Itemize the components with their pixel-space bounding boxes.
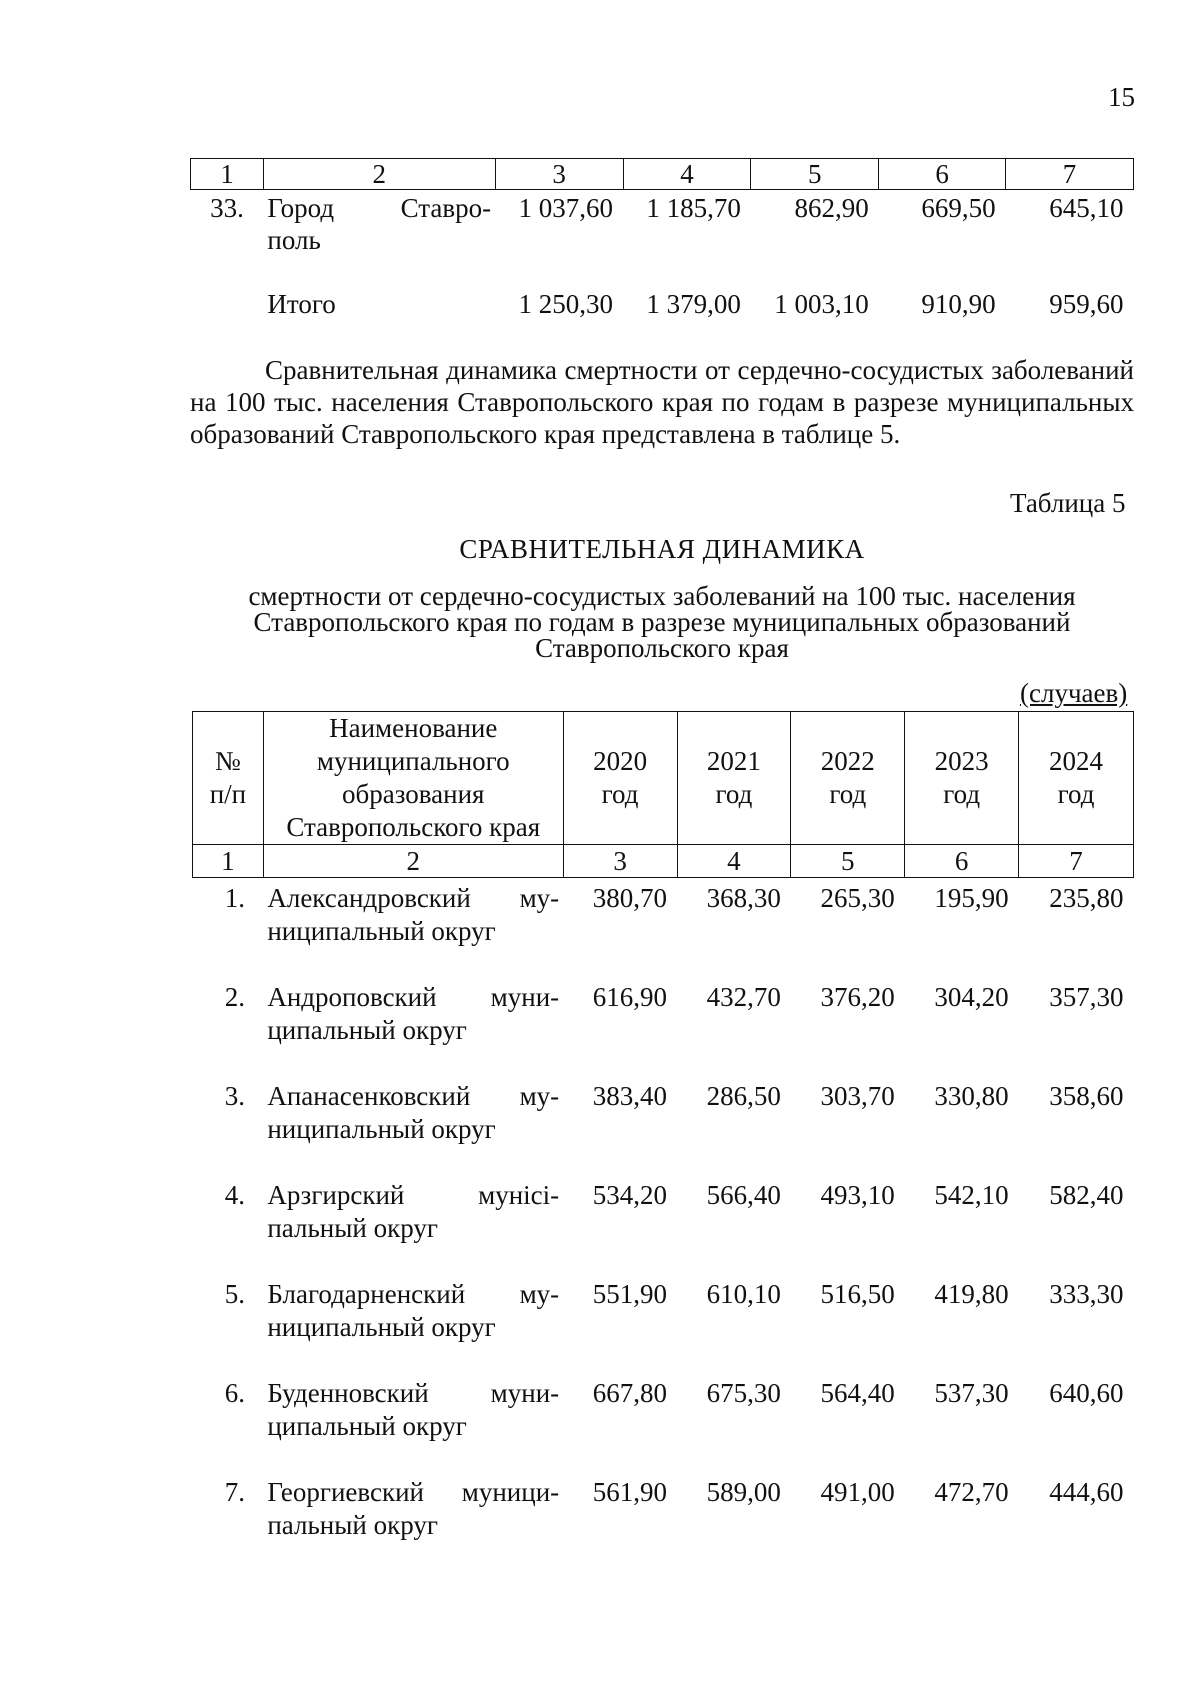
row-index: 2. [224, 982, 246, 1012]
column-number: 6 [879, 159, 1006, 190]
value-cell: 472,70 [934, 1477, 1009, 1507]
value-cell: 582,40 [1049, 1180, 1124, 1210]
municipality-name [263, 1373, 563, 1472]
value-cell: 265,30 [820, 883, 895, 913]
column-number: 1 [193, 845, 264, 878]
header-year [905, 712, 1019, 845]
value-cell: 862,90 [794, 193, 869, 223]
header-row [193, 712, 1134, 845]
column-number: 3 [495, 159, 623, 190]
municipality-name-part: муни- [490, 982, 560, 1012]
column-number: 2 [263, 845, 563, 878]
municipality-name [263, 878, 563, 978]
table-title: СРАВНИТЕЛЬНАЯ ДИНАМИКА [459, 534, 865, 564]
total-value: 1 003,10 [774, 289, 869, 319]
header-year-unit: год [1057, 779, 1095, 809]
municipality-name [263, 1274, 563, 1373]
value-cell: 551,90 [592, 1279, 667, 1309]
column-numbers-row [193, 845, 1134, 878]
value-cell: 376,20 [820, 982, 895, 1012]
municipality-name [263, 1076, 563, 1175]
municipality-name-part: ципальный округ [267, 1015, 467, 1045]
column-number: 4 [677, 845, 791, 878]
row-index: 1. [224, 883, 246, 913]
row-index: 5. [224, 1279, 246, 1309]
column-number: 1 [191, 159, 264, 190]
table-row [193, 1373, 1134, 1472]
body-paragraph: Сравнительная динамика смертности от сердечно-сосудистых заболеваний на 100 тыс. населения Ставропольского края по годам в разрезе муниципальных образований Ставропольского края представлена в таблице 5. [190, 355, 1134, 449]
header-text: муниципального [316, 746, 510, 776]
header-index [193, 712, 264, 845]
table-row [193, 977, 1134, 1076]
value-cell: 333,30 [1049, 1279, 1124, 1309]
value-cell: 493,10 [820, 1180, 895, 1210]
header-year-unit: год [715, 779, 753, 809]
value-cell: 561,90 [592, 1477, 667, 1507]
header-name [263, 712, 563, 845]
value-cell: 640,60 [1049, 1378, 1124, 1408]
row-index: 6. [224, 1378, 246, 1408]
header-year-value: 2021 [706, 746, 761, 776]
value-cell: 286,50 [706, 1081, 781, 1111]
table-row [193, 1274, 1134, 1373]
municipality-name-part: мунici- [478, 1180, 560, 1210]
total-row [191, 258, 1134, 322]
row-index: 7. [224, 1477, 246, 1507]
mortality-table [192, 711, 1134, 1571]
municipality-name-part: ниципальный округ [267, 916, 496, 946]
value-cell: 235,80 [1049, 883, 1124, 913]
value-cell: 383,40 [592, 1081, 667, 1111]
value-cell: 616,90 [592, 982, 667, 1012]
header-year-value: 2020 [593, 746, 648, 776]
table-row [191, 190, 1134, 259]
column-number: 7 [1006, 159, 1134, 190]
subtitle-line: смертности от сердечно-сосудистых заболеваний на 100 тыс. населения [248, 581, 1076, 611]
row-name-part: Город [267, 193, 335, 223]
municipality-name [263, 977, 563, 1076]
value-cell: 330,80 [934, 1081, 1009, 1111]
value-cell: 542,10 [934, 1180, 1009, 1210]
value-cell: 444,60 [1049, 1477, 1124, 1507]
municipality-name-part: Александровский [267, 883, 471, 913]
header-text: № [215, 746, 241, 776]
municipality-name-part: му- [519, 1279, 560, 1309]
value-cell: 303,70 [820, 1081, 895, 1111]
header-year-unit: год [829, 779, 867, 809]
value-cell: 380,70 [592, 883, 667, 913]
table-row [193, 1076, 1134, 1175]
row-name-part: поль [267, 225, 321, 255]
municipality-name [263, 1472, 563, 1571]
column-number: 4 [623, 159, 751, 190]
value-cell: 645,10 [1049, 193, 1124, 223]
municipality-name-part: Георгиевский [267, 1477, 424, 1507]
header-text: образования [342, 779, 485, 809]
table-body [193, 878, 1134, 1572]
value-cell: 534,20 [592, 1180, 667, 1210]
row-index: 4. [224, 1180, 246, 1210]
row-index: 33. [210, 193, 244, 223]
value-cell: 669,50 [921, 193, 996, 223]
header-text: п/п [209, 779, 247, 809]
value-cell: 491,00 [820, 1477, 895, 1507]
municipality-name-part: муници- [461, 1477, 560, 1507]
header-year-value: 2022 [820, 746, 875, 776]
value-cell: 358,60 [1049, 1081, 1124, 1111]
total-value: 1 379,00 [646, 289, 741, 319]
table-row [193, 1472, 1134, 1571]
header-text: Ставропольского края [286, 812, 541, 842]
empty-cell [191, 258, 264, 322]
value-cell: 419,80 [934, 1279, 1009, 1309]
municipality-name-part: пальный округ [267, 1213, 438, 1243]
column-number: 2 [263, 159, 495, 190]
value-cell: 610,10 [706, 1279, 781, 1309]
municipality-name-part: Арзгирский [267, 1180, 405, 1210]
total-value: 910,90 [921, 289, 996, 319]
municipality-name-part: ципальный округ [267, 1411, 467, 1441]
subtitle-line: Ставропольского края по годам в разрезе муниципальных образований [253, 607, 1071, 637]
value-cell: 564,40 [820, 1378, 895, 1408]
municipality-name-part: пальный округ [267, 1510, 438, 1540]
municipality-name-part: му- [519, 883, 560, 913]
header-year [677, 712, 791, 845]
units-label: (случаев) [1020, 678, 1128, 708]
municipality-name [263, 1175, 563, 1274]
total-label: Итого [267, 289, 336, 319]
header-year-unit: год [601, 779, 639, 809]
header-text: Наименование [329, 713, 498, 743]
value-cell: 1 037,60 [518, 193, 614, 223]
header-year [1019, 712, 1134, 845]
value-cell: 432,70 [706, 982, 781, 1012]
value-cell: 516,50 [820, 1279, 895, 1309]
continuation-table [190, 158, 1134, 322]
value-cell: 667,80 [592, 1378, 667, 1408]
table-row [193, 878, 1134, 978]
column-number: 5 [751, 159, 879, 190]
table-row [193, 1175, 1134, 1274]
value-cell: 195,90 [934, 883, 1009, 913]
row-name-part: Ставро- [400, 193, 492, 223]
column-number: 5 [791, 845, 905, 878]
row-index: 3. [224, 1081, 246, 1111]
total-value: 1 250,30 [518, 289, 614, 319]
municipality-name-part: Буденновский [267, 1378, 429, 1408]
municipality-name-part: Андроповский [267, 982, 437, 1012]
municipality-name-part: муни- [490, 1378, 560, 1408]
header-year-unit: год [943, 779, 981, 809]
column-numbers-row [191, 159, 1134, 190]
value-cell: 589,00 [706, 1477, 781, 1507]
value-cell: 1 185,70 [646, 193, 741, 223]
value-cell: 566,40 [706, 1180, 781, 1210]
header-year [563, 712, 677, 845]
value-cell: 537,30 [934, 1378, 1009, 1408]
column-number: 7 [1019, 845, 1134, 878]
total-value: 959,60 [1049, 289, 1124, 319]
municipality-name-part: му- [519, 1081, 560, 1111]
municipality-name-part: ниципальный округ [267, 1312, 496, 1342]
municipality-name-part: ниципальный округ [267, 1114, 496, 1144]
header-year-value: 2024 [1049, 746, 1104, 776]
table-label: Таблица 5 [1010, 488, 1126, 518]
value-cell: 675,30 [706, 1378, 781, 1408]
column-number: 6 [905, 845, 1019, 878]
row-name [263, 190, 495, 259]
subtitle-line: Ставропольского края [535, 633, 789, 663]
value-cell: 357,30 [1049, 982, 1124, 1012]
header-year-value: 2023 [934, 746, 989, 776]
value-cell: 368,30 [706, 883, 781, 913]
municipality-name-part: Благодарненский [267, 1279, 466, 1309]
page-number: 15 [1108, 82, 1135, 112]
table-subtitle [190, 583, 1134, 661]
value-cell: 304,20 [934, 982, 1009, 1012]
header-year [791, 712, 905, 845]
municipality-name-part: Апанасенковский [267, 1081, 471, 1111]
column-number: 3 [563, 845, 677, 878]
